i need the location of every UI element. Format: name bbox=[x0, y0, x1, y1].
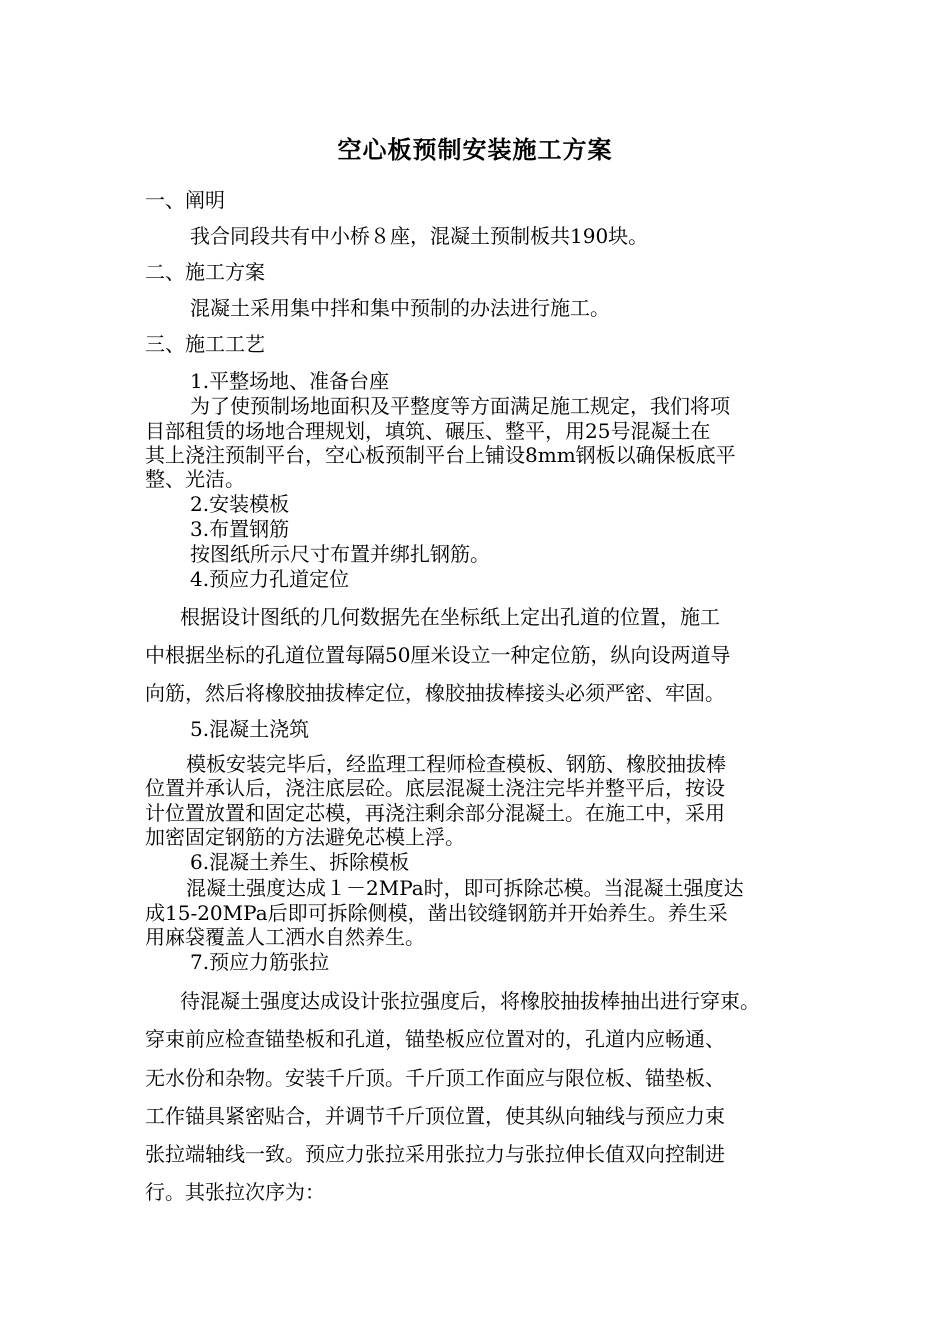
subheading-3: 3.布置钢筋 bbox=[190, 517, 290, 541]
body-line: 根据设计图纸的几何数据先在坐标纸上定出孔道的位置，施工 bbox=[180, 605, 720, 629]
body-line: 加密固定钢筋的方法避免芯模上浮。 bbox=[145, 825, 465, 849]
body-line: 成15-20MPa后即可拆除侧模，凿出铰缝钢筋并开始养生。养生采 bbox=[145, 901, 728, 925]
body-line: 目部租赁的场地合理规划，填筑、碾压、整平，用25号混凝土在 bbox=[145, 419, 711, 443]
body-line: 张拉端轴线一致。预应力张拉采用张拉力与张拉伸长值双向控制进 bbox=[145, 1142, 725, 1166]
body-line: 行。其张拉次序为： bbox=[145, 1180, 325, 1204]
subheading-6: 6.混凝土养生、拆除模板 bbox=[190, 850, 410, 874]
body-line: 整、光洁。 bbox=[145, 467, 245, 491]
body-line: 穿束前应检查锚垫板和孔道，锚垫板应位置对的，孔道内应畅通、 bbox=[145, 1027, 725, 1051]
body-line: 无水份和杂物。安装千斤顶。千斤顶工作面应与限位板、锚垫板、 bbox=[145, 1066, 725, 1090]
section-heading-1: 一、阐明 bbox=[145, 188, 225, 212]
subheading-7: 7.预应力筋张拉 bbox=[190, 950, 330, 974]
body-line: 向筋，然后将橡胶抽拔棒定位，橡胶抽拔棒接头必须严密、牢固。 bbox=[145, 681, 725, 705]
body-line: 为了使预制场地面积及平整度等方面满足施工规定，我们将项 bbox=[190, 394, 730, 418]
paragraph-1: 我合同段共有中小桥８座，混凝土预制板共190块。 bbox=[190, 224, 649, 248]
body-line: 用麻袋覆盖人工洒水自然养生。 bbox=[145, 925, 425, 949]
subheading-5: 5.混凝土浇筑 bbox=[190, 717, 310, 741]
section-heading-2: 二、施工方案 bbox=[145, 260, 265, 284]
body-line: 模板安装完毕后，经监理工程师检查模板、钢筋、橡胶抽拔棒 bbox=[186, 752, 726, 776]
body-line: 待混凝土强度达成设计张拉强度后，将橡胶抽拔棒抽出进行穿束。 bbox=[180, 989, 760, 1013]
body-line: 位置并承认后，浇注底层砼。底层混凝土浇注完毕并整平后，按设 bbox=[145, 776, 725, 800]
body-line: 计位置放置和固定芯模，再浇注剩余部分混凝土。在施工中，采用 bbox=[145, 801, 725, 825]
paragraph-2: 混凝土采用集中拌和集中预制的办法进行施工。 bbox=[190, 296, 610, 320]
body-line: 其上浇注预制平台，空心板预制平台上铺设8mm钢板以确保板底平 bbox=[145, 443, 736, 467]
document-title: 空心板预制安装施工方案 bbox=[337, 135, 613, 164]
subheading-2: 2.安装模板 bbox=[190, 492, 290, 516]
body-line: 按图纸所示尺寸布置并绑扎钢筋。 bbox=[190, 542, 490, 566]
body-line: 中根据坐标的孔道位置每隔50厘米设立一种定位筋，纵向设两道导 bbox=[145, 643, 731, 667]
body-line: 混凝土强度达成１－2MPa时，即可拆除芯模。当混凝土强度达 bbox=[186, 876, 744, 900]
subheading-1: 1.平整场地、准备台座 bbox=[190, 369, 390, 393]
section-heading-3: 三、施工工艺 bbox=[145, 332, 265, 356]
subheading-4: 4.预应力孔道定位 bbox=[190, 567, 350, 591]
body-line: 工作锚具紧密贴合，并调节千斤顶位置，使其纵向轴线与预应力束 bbox=[145, 1104, 725, 1128]
